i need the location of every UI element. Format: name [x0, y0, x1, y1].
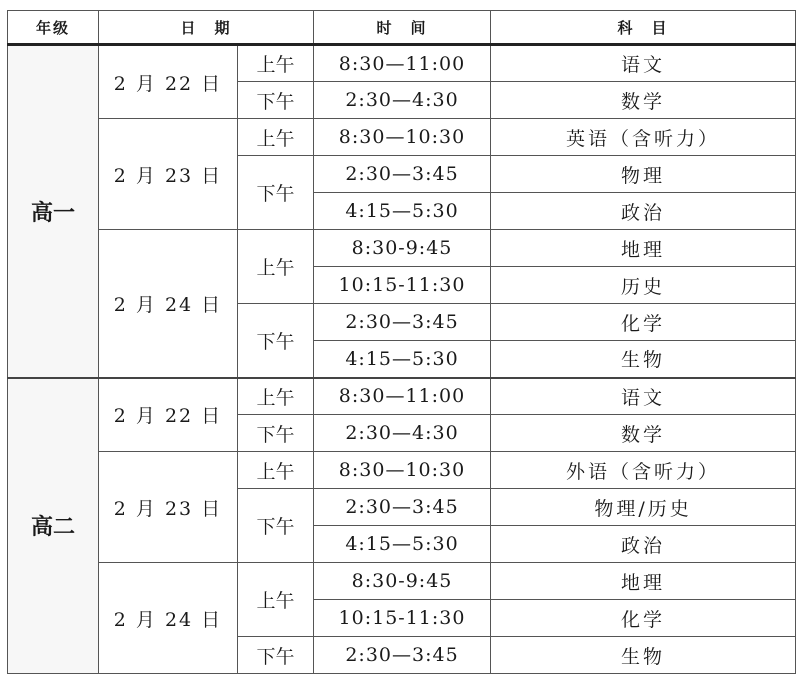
period-cell: 下午	[238, 156, 314, 230]
time-cell: 10:15-11:30	[314, 600, 491, 637]
time-cell: 2:30—4:30	[314, 82, 491, 119]
time-cell: 8:30-9:45	[314, 563, 491, 600]
header-row	[8, 11, 796, 45]
subject-cell: 语文	[491, 378, 796, 415]
grade-cell: 高二	[8, 378, 99, 674]
date-cell: 2 月 23 日	[99, 119, 238, 230]
subject-cell: 生物	[491, 637, 796, 674]
date-cell: 2 月 22 日	[99, 45, 238, 119]
time-cell: 8:30—11:00	[314, 378, 491, 415]
time-cell: 4:15—5:30	[314, 341, 491, 378]
subject-cell: 政治	[491, 193, 796, 230]
time-cell: 2:30—4:30	[314, 415, 491, 452]
subject-cell: 数学	[491, 82, 796, 119]
date-column-header: 日 期	[99, 11, 314, 45]
time-cell: 8:30—10:30	[314, 119, 491, 156]
period-cell: 上午	[238, 119, 314, 156]
time-cell: 2:30—3:45	[314, 637, 491, 674]
subject-cell: 化学	[491, 304, 796, 341]
schedule-row	[8, 230, 796, 267]
period-cell: 下午	[238, 637, 314, 674]
schedule-row	[8, 45, 796, 82]
schedule-row	[8, 452, 796, 489]
time-cell: 8:30-9:45	[314, 230, 491, 267]
grade-column-header: 年级	[8, 11, 99, 45]
period-cell: 下午	[238, 489, 314, 563]
subject-cell: 英语（含听力）	[491, 119, 796, 156]
time-cell: 8:30—11:00	[314, 45, 491, 82]
schedule-body	[8, 45, 796, 674]
subject-cell: 生物	[491, 341, 796, 378]
subject-cell: 数学	[491, 415, 796, 452]
date-cell: 2 月 23 日	[99, 452, 238, 563]
grade-cell: 高一	[8, 45, 99, 378]
date-cell: 2 月 24 日	[99, 230, 238, 378]
period-cell: 上午	[238, 563, 314, 637]
period-cell: 上午	[238, 452, 314, 489]
subject-cell: 历史	[491, 267, 796, 304]
time-cell: 4:15—5:30	[314, 193, 491, 230]
time-cell: 4:15—5:30	[314, 526, 491, 563]
schedule-row	[8, 563, 796, 600]
period-cell: 下午	[238, 304, 314, 378]
period-cell: 下午	[238, 415, 314, 452]
time-cell: 10:15-11:30	[314, 267, 491, 304]
subject-cell: 政治	[491, 526, 796, 563]
subject-cell: 物理/历史	[491, 489, 796, 526]
subject-cell: 化学	[491, 600, 796, 637]
subject-column-header: 科 目	[491, 11, 796, 45]
time-cell: 2:30—3:45	[314, 304, 491, 341]
subject-cell: 物理	[491, 156, 796, 193]
exam-schedule-table	[7, 10, 796, 674]
time-cell: 2:30—3:45	[314, 489, 491, 526]
schedule-row	[8, 378, 796, 415]
period-cell: 上午	[238, 230, 314, 304]
time-column-header: 时 间	[314, 11, 491, 45]
subject-cell: 语文	[491, 45, 796, 82]
period-cell: 上午	[238, 45, 314, 82]
subject-cell: 地理	[491, 563, 796, 600]
time-cell: 8:30—10:30	[314, 452, 491, 489]
subject-cell: 地理	[491, 230, 796, 267]
date-cell: 2 月 24 日	[99, 563, 238, 674]
subject-cell: 外语（含听力）	[491, 452, 796, 489]
date-cell: 2 月 22 日	[99, 378, 238, 452]
period-cell: 上午	[238, 378, 314, 415]
schedule-row	[8, 119, 796, 156]
period-cell: 下午	[238, 82, 314, 119]
time-cell: 2:30—3:45	[314, 156, 491, 193]
